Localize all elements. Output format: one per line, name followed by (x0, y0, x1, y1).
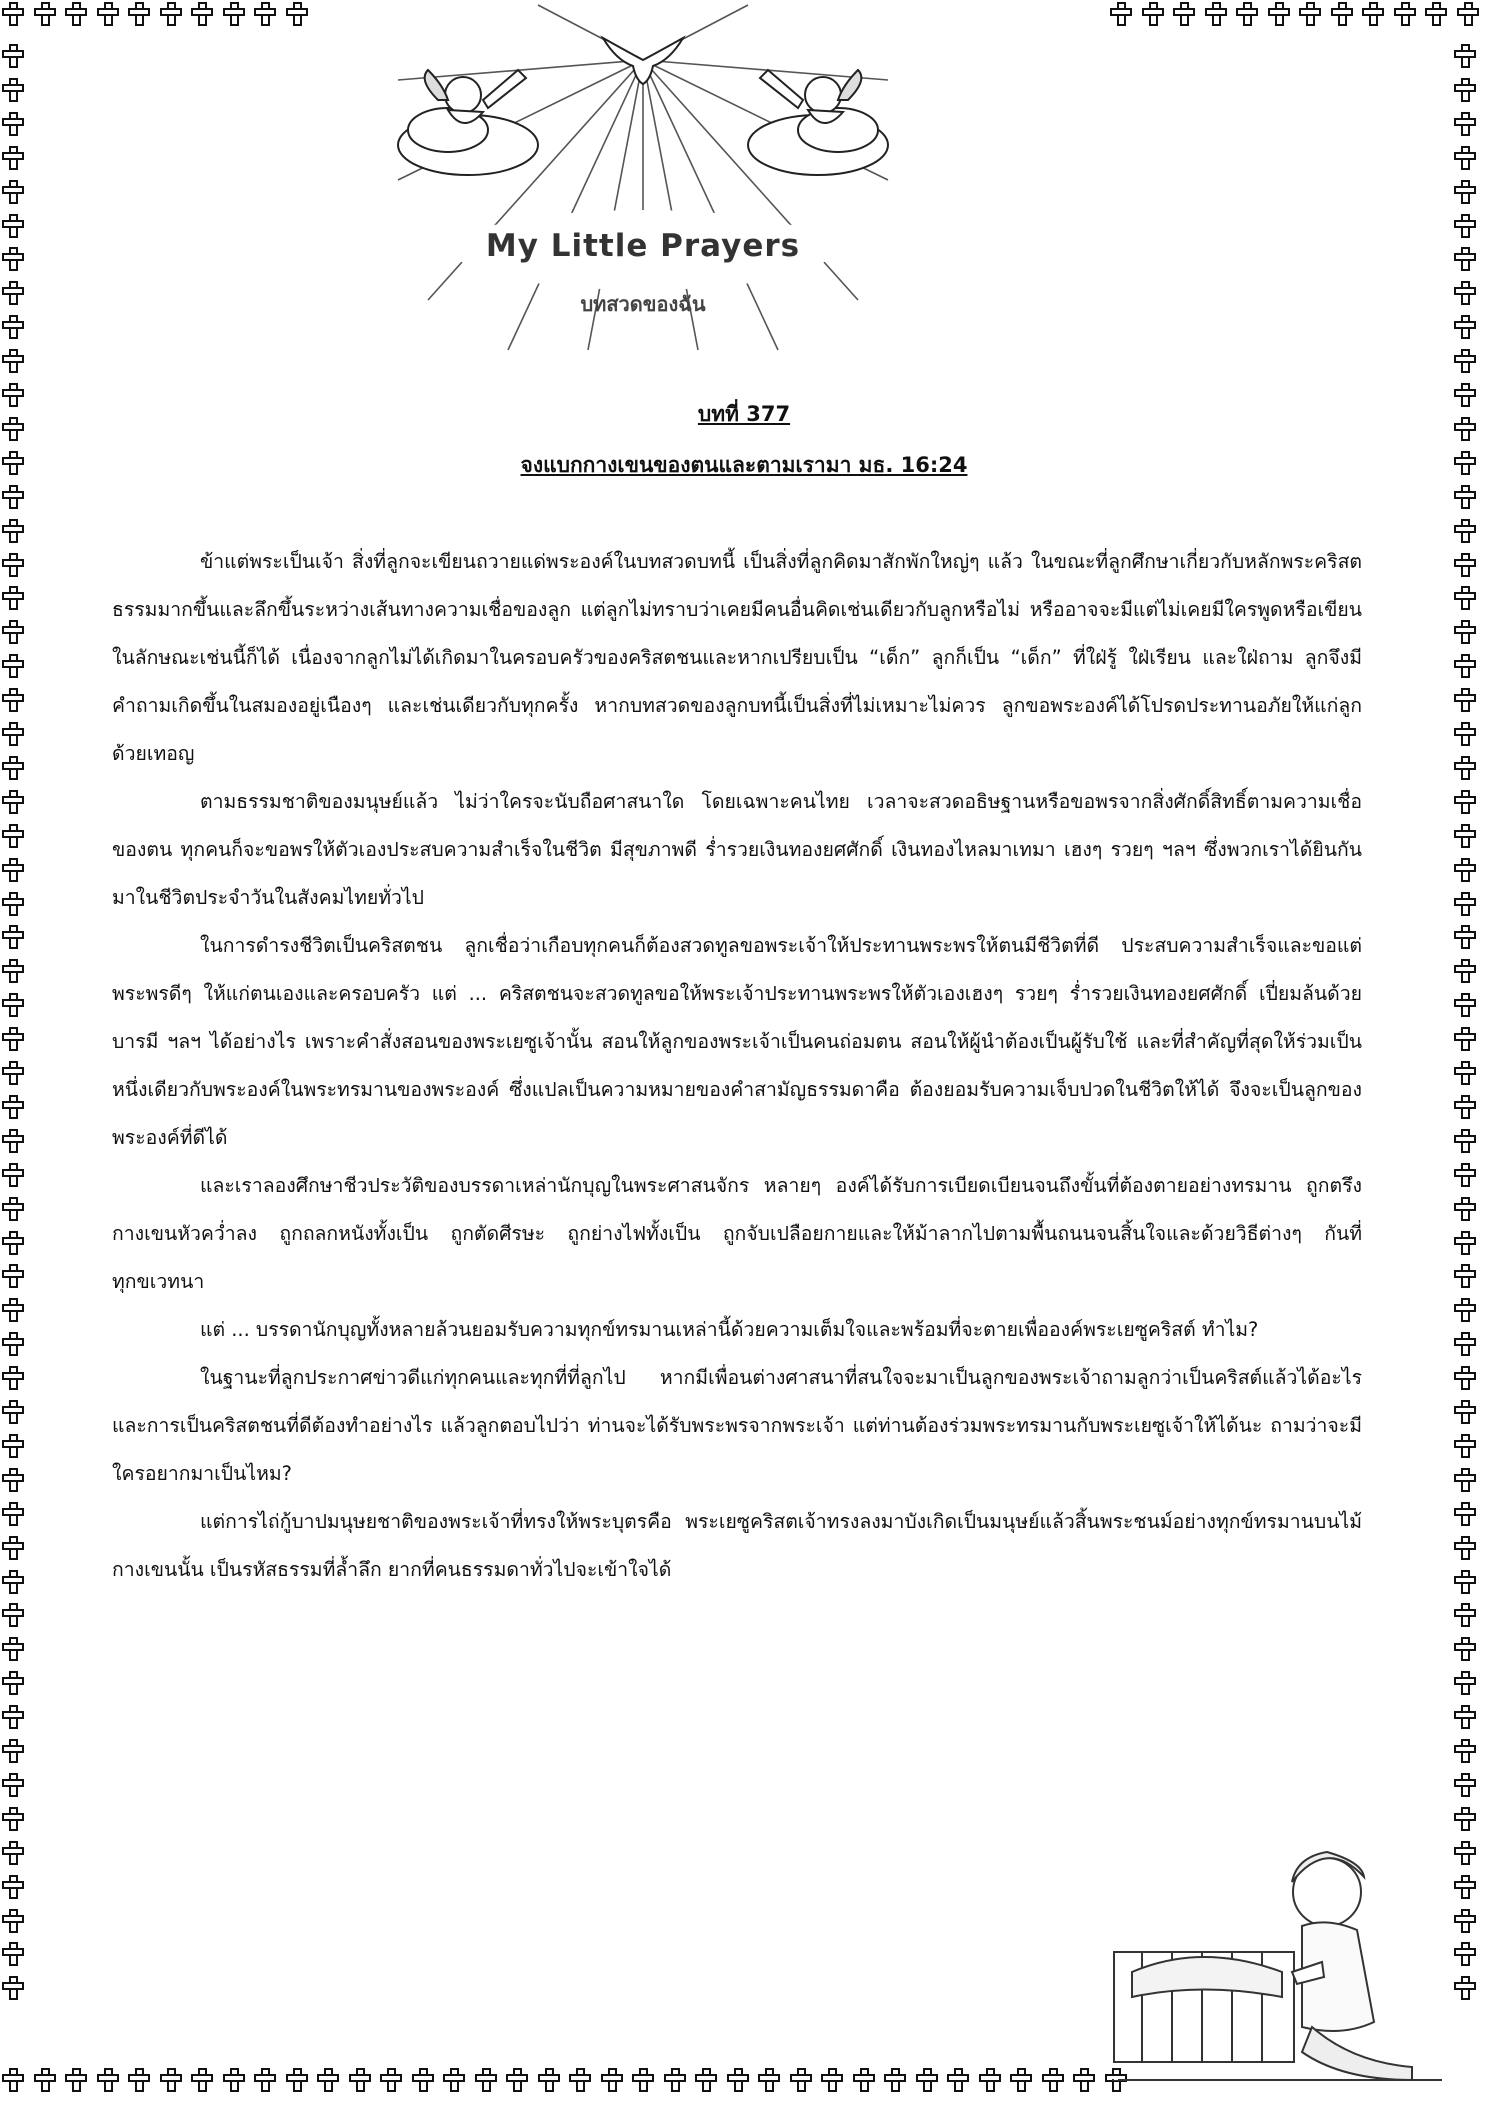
cross-icon (254, 2068, 276, 2092)
cross-icon (2, 1502, 24, 1526)
cross-icon (160, 2, 182, 26)
cross-icon (2, 281, 24, 305)
cross-icon (2, 620, 24, 644)
cross-icon (1454, 214, 1476, 238)
cross-icon (1454, 1129, 1476, 1153)
cross-icon (443, 2068, 465, 2092)
cross-icon (1454, 1942, 1476, 1966)
cross-icon (1142, 2, 1164, 26)
cross-icon (2, 959, 24, 983)
cross-icon (2, 146, 24, 170)
cross-icon (1454, 281, 1476, 305)
cross-icon (1268, 2, 1290, 26)
cross-icon (128, 2068, 150, 2092)
cross-icon (1454, 586, 1476, 610)
cross-icon (506, 2068, 528, 2092)
cross-icon (1454, 790, 1476, 814)
cross-icon (191, 2068, 213, 2092)
cross-icon (1454, 1095, 1476, 1119)
cross-icon (65, 2068, 87, 2092)
cross-icon (1173, 2, 1195, 26)
cross-icon (569, 2068, 591, 2092)
cross-icon (1457, 2, 1479, 26)
cross-icon (1454, 146, 1476, 170)
cross-icon (1454, 315, 1476, 339)
cross-icon (1073, 2068, 1095, 2092)
cross-icon (2, 1705, 24, 1729)
header-illustration (388, 0, 898, 362)
cross-icon (2, 1468, 24, 1492)
cross-icon (2, 654, 24, 678)
cross-icon (1454, 1468, 1476, 1492)
paragraph: แต่การไถ่กู้บาปมนุษยชาติของพระเจ้าที่ทรงให้พระบุตรคือ พระเยซูคริสตเจ้าทรงลงมาบังเกิดเป็นมนุษย์แล้วสิ้นพระชนม์อย่างทุกข์ทรมานบนไม้กางเขนนั้น เป็นรหัสธรรมที่ล้ำลึก ยากที่คนธรรมดาทั่วไปจะเข้าใจได้ (112, 1510, 1362, 1581)
cross-icon (2, 1637, 24, 1661)
cross-icon (2, 1773, 24, 1797)
cross-icon (1454, 1671, 1476, 1695)
cross-icon (475, 2068, 497, 2092)
cross-icon (1454, 1841, 1476, 1865)
cross-icon (1454, 1570, 1476, 1594)
paragraph: ข้าแต่พระเป็นเจ้า สิ่งที่ลูกจะเขียนถวายแด่พระองค์ในบทสวดบทนี้ เป็นสิ่งที่ลูกคิดมาสักพักใหญ่ๆ แล้ว ในขณะที่ลูกศึกษาเกี่ยวกับหลักพระคริสตธรรมมากขึ้นและลึกขึ้นระหว่างเส้นทางความเชื่อของลูก แต่ลูกไม่ทราบว่าเคยมีคนอื่นคิดเช่นเดียวกับลูกหรือไม่ หรืออาจจะมีแต่ไม่เคยมีใครพูดหรือเขียนในลักษณะเช่นนี้ก็ได้ เนื่องจากลูกไม่ได้เกิดมาในครอบครัวของคริสตชนและหากเปรียบเป็น “เด็ก” ลูกก็เป็น “เด็ก” ที่ใฝ่รู้ ใฝ่เรียน และใฝ่ถาม ลูกจึงมีคำถามเกิดขึ้นในสมองอยู่เนืองๆ และเช่นเดียวกับทุกครั้ง หากบทสวดของลูกบทนี้เป็นสิ่งที่ไม่เหมาะไม่ควร ลูกขอพระองค์ได้โปรดประทานอภัยให้แก่ลูกด้วยเทอญ (112, 550, 1362, 765)
cross-icon (1454, 858, 1476, 882)
cross-icon (2, 1061, 24, 1085)
cross-icon (2, 1739, 24, 1763)
cross-icon (601, 2068, 623, 2092)
left-angel-icon (398, 70, 538, 175)
cross-icon (1454, 349, 1476, 373)
cross-icon (1236, 2, 1258, 26)
cross-icon (727, 2068, 749, 2092)
cross-icon (1454, 1502, 1476, 1526)
cross-icon (2, 2068, 24, 2092)
cross-icon (2, 112, 24, 136)
cross-icon (1454, 1061, 1476, 1085)
cross-icon (1454, 654, 1476, 678)
cross-icon (1454, 44, 1476, 68)
cross-icon (2, 1129, 24, 1153)
cross-icon (1454, 925, 1476, 949)
cross-icon (1454, 824, 1476, 848)
cross-icon (1454, 620, 1476, 644)
cross-icon (1454, 553, 1476, 577)
cross-icon (286, 2, 308, 26)
cross-icon (97, 2, 119, 26)
cross-icon (1454, 1705, 1476, 1729)
cross-icon (34, 2, 56, 26)
cross-icon (2, 1976, 24, 2000)
cross-icon (1299, 2, 1321, 26)
cross-icon (191, 2, 213, 26)
cross-icon (2, 1400, 24, 1424)
cross-icon (2, 1841, 24, 1865)
cross-icon (758, 2068, 780, 2092)
cross-icon (1454, 1875, 1476, 1899)
cross-icon (2, 349, 24, 373)
cross-icon (2, 925, 24, 949)
body-text (112, 538, 1362, 1594)
cross-icon (664, 2068, 686, 2092)
paragraph: ในการดำรงชีวิตเป็นคริสตชน ลูกเชื่อว่าเกือบทุกคนก็ต้องสวดทูลขอพระเจ้าให้ประทานพระพรให้ตนมีชีวิตที่ดี ประสบความสำเร็จและขอแต่พระพรดีๆ ให้แก่ตนเองและครอบครัว แต่ ... คริสตชนจะสวดทูลขอให้พระเจ้าประทานพระพรให้ตัวเองเฮงๆ รวยๆ ร่ำรวยเงินทองยศศักดิ์ เปี่ยมล้นด้วยบารมี ฯลฯ ได้อย่างไร เพราะคำสั่งสอนของพระเยซูเจ้านั้น สอนให้ลูกของพระเจ้าเป็นคนถ่อมตน สอนให้ผู้นำต้องเป็นผู้รับใช้ และที่สำคัญที่สุดให้ร่วมเป็นหนึ่งเดียวกับพระองค์ในพระทรมานของพระองค์ ซึ่งแปลเป็นความหมายของคำสามัญธรรมดาคือ ต้องยอมรับความเจ็บปวดในชีวิตให้ได้ จึงจะเป็นลูกของพระองค์ที่ดีได้ (112, 934, 1362, 1149)
cross-icon (1454, 1332, 1476, 1356)
cross-icon (2, 756, 24, 780)
praying-child-illustration (1112, 1822, 1444, 2084)
cross-icon (34, 2068, 56, 2092)
logo-subtitle: บทสวดของฉัน (580, 292, 706, 316)
cross-icon (2, 1807, 24, 1831)
cross-icon (538, 2068, 560, 2092)
cross-icon (1454, 722, 1476, 746)
cross-icon (2, 1570, 24, 1594)
lesson-number: บทที่ 377 (697, 402, 791, 426)
cross-icon (1454, 1231, 1476, 1255)
cross-icon (979, 2068, 1001, 2092)
cross-icon (2, 688, 24, 712)
cross-icon (1454, 1637, 1476, 1661)
cross-icon (1205, 2, 1227, 26)
cross-icon (1454, 1027, 1476, 1051)
cross-icon (821, 2068, 843, 2092)
cross-icon (2, 993, 24, 1017)
cross-icon (128, 2, 150, 26)
cross-icon (1454, 485, 1476, 509)
paragraph: แต่ ... บรรดานักบุญทั้งหลายล้วนยอมรับความทุกข์ทรมานเหล่านี้ด้วยความเต็มใจและพร้อมที่จะตายเพื่อองค์พระเยซูคริสต์ ทำไม? (200, 1318, 1259, 1341)
cross-icon (1454, 688, 1476, 712)
cross-icon (2, 1163, 24, 1187)
cross-icon (65, 2, 87, 26)
cross-icon (2, 1909, 24, 1933)
cross-icon (160, 2068, 182, 2092)
cross-icon (1454, 756, 1476, 780)
cross-icon (2, 1095, 24, 1119)
paragraph: ตามธรรมชาติของมนุษย์แล้ว ไม่ว่าใครจะนับถือศาสนาใด โดยเฉพาะคนไทย เวลาจะสวดอธิษฐานหรือขอพรจากสิ่งศักดิ์สิทธิ์ตามความเชื่อของตน ทุกคนก็จะขอพรให้ตัวเองประสบความสำเร็จในชีวิต มีสุขภาพดี ร่ำรวยเงินทองยศศักดิ์ เงินทองไหลมาเทมา เฮงๆ รวยๆ ฯลฯ ซึ่งพวกเราได้ยินกันมาในชีวิตประจำวันในสังคมไทยทั่วไป (112, 790, 1362, 909)
cross-icon (916, 2068, 938, 2092)
dove-icon (603, 38, 683, 84)
lesson-title: จงแบกกางเขนของตนและตามเรามา มธ. 16:24 (520, 453, 968, 477)
cross-icon (97, 2068, 119, 2092)
cross-icon (2, 1671, 24, 1695)
cross-icon (317, 2068, 339, 2092)
cross-icon (2, 1875, 24, 1899)
cross-icon (1454, 1366, 1476, 1390)
cross-icon (1454, 1807, 1476, 1831)
cross-icon (223, 2068, 245, 2092)
cross-icon (286, 2068, 308, 2092)
cross-icon (1454, 1773, 1476, 1797)
cross-icon (1110, 2, 1132, 26)
cross-icon (2, 553, 24, 577)
cross-icon (2, 892, 24, 916)
cross-icon (2, 247, 24, 271)
cross-icon (2, 1332, 24, 1356)
cross-icon (380, 2068, 402, 2092)
cross-icon (2, 1434, 24, 1458)
cross-icon (1454, 519, 1476, 543)
cross-icon (1454, 1739, 1476, 1763)
cross-icon (223, 2, 245, 26)
cross-icon (2, 790, 24, 814)
cross-icon (2, 519, 24, 543)
logo-title: My Little Prayers (485, 228, 801, 264)
cross-icon (1454, 1536, 1476, 1560)
cross-icon (1454, 959, 1476, 983)
cross-icon (2, 1231, 24, 1255)
cross-icon (2, 1264, 24, 1288)
cross-icon (2, 1298, 24, 1322)
cross-icon (1010, 2068, 1032, 2092)
cross-icon (2, 180, 24, 204)
cross-icon (2, 1027, 24, 1051)
cross-icon (695, 2068, 717, 2092)
cross-icon (790, 2068, 812, 2092)
cross-icon (1454, 1603, 1476, 1627)
cross-icon (1454, 1298, 1476, 1322)
cross-icon (1454, 112, 1476, 136)
cross-icon (2, 1603, 24, 1627)
cross-icon (1454, 1264, 1476, 1288)
cross-icon (2, 1536, 24, 1560)
cross-icon (1454, 180, 1476, 204)
paragraph: และเราลองศึกษาชีวประวัติของบรรดาเหล่านักบุญในพระศาสนจักร หลายๆ องค์ได้รับการเบียดเบียนจนถึงขั้นที่ต้องตายอย่างทรมาน ถูกตรึงกางเขนหัวคว่ำลง ถูกถลกหนังทั้งเป็น ถูกตัดศีรษะ ถูกย่างไฟทั้งเป็น ถูกจับเปลือยกายและให้ม้าลากไปตามพื้นถนนจนสิ้นใจและด้วยวิธีต่างๆ กันที่ทุกขเวทนา (112, 1174, 1362, 1293)
cross-icon (947, 2068, 969, 2092)
cross-icon (254, 2, 276, 26)
cross-icon (1454, 892, 1476, 916)
paragraph: ในฐานะที่ลูกประกาศข่าวดีแก่ทุกคนและทุกที่ที่ลูกไป หากมีเพื่อนต่างศาสนาที่สนใจจะมาเป็นลูกของพระเจ้าถามลูกว่าเป็นคริสต์แล้วได้อะไร และการเป็นคริสตชนที่ดีต้องทำอย่างไร แล้วลูกตอบไปว่า ท่านจะได้รับพระพรจากพระเจ้า แต่ท่านต้องร่วมพระทรมานกับพระเยซูเจ้าให้ได้นะ ถามว่าจะมีใครอยากมาเป็นไหม? (112, 1366, 1362, 1485)
cross-icon (2, 1942, 24, 1966)
cross-icon (1454, 1976, 1476, 2000)
right-angel-icon (748, 70, 888, 175)
cross-icon (1454, 247, 1476, 271)
cross-icon (2, 722, 24, 746)
praying-child-icon (1112, 1822, 1444, 2084)
cross-icon (1454, 993, 1476, 1017)
cross-icon (2, 78, 24, 102)
cross-icon (1454, 1400, 1476, 1424)
cross-icon (2, 1366, 24, 1390)
cross-icon (1394, 2, 1416, 26)
cross-icon (884, 2068, 906, 2092)
cross-icon (1425, 2, 1447, 26)
cross-icon (1454, 1163, 1476, 1187)
cross-icon (2, 586, 24, 610)
cross-icon (853, 2068, 875, 2092)
cross-icon (2, 824, 24, 848)
cross-icon (2, 44, 24, 68)
cross-icon (2, 214, 24, 238)
cross-icon (1331, 2, 1353, 26)
cross-icon (1454, 1434, 1476, 1458)
cross-icon (2, 485, 24, 509)
cross-icon (1454, 1909, 1476, 1933)
cross-icon (1362, 2, 1384, 26)
cross-icon (1042, 2068, 1064, 2092)
cross-icon (2, 1197, 24, 1221)
cross-icon (2, 858, 24, 882)
cross-icon (1454, 78, 1476, 102)
cross-icon (632, 2068, 654, 2092)
cross-icon (349, 2068, 371, 2092)
cross-icon (2, 2, 24, 26)
cross-icon (412, 2068, 434, 2092)
cross-icon (1454, 1197, 1476, 1221)
cross-icon (2, 315, 24, 339)
